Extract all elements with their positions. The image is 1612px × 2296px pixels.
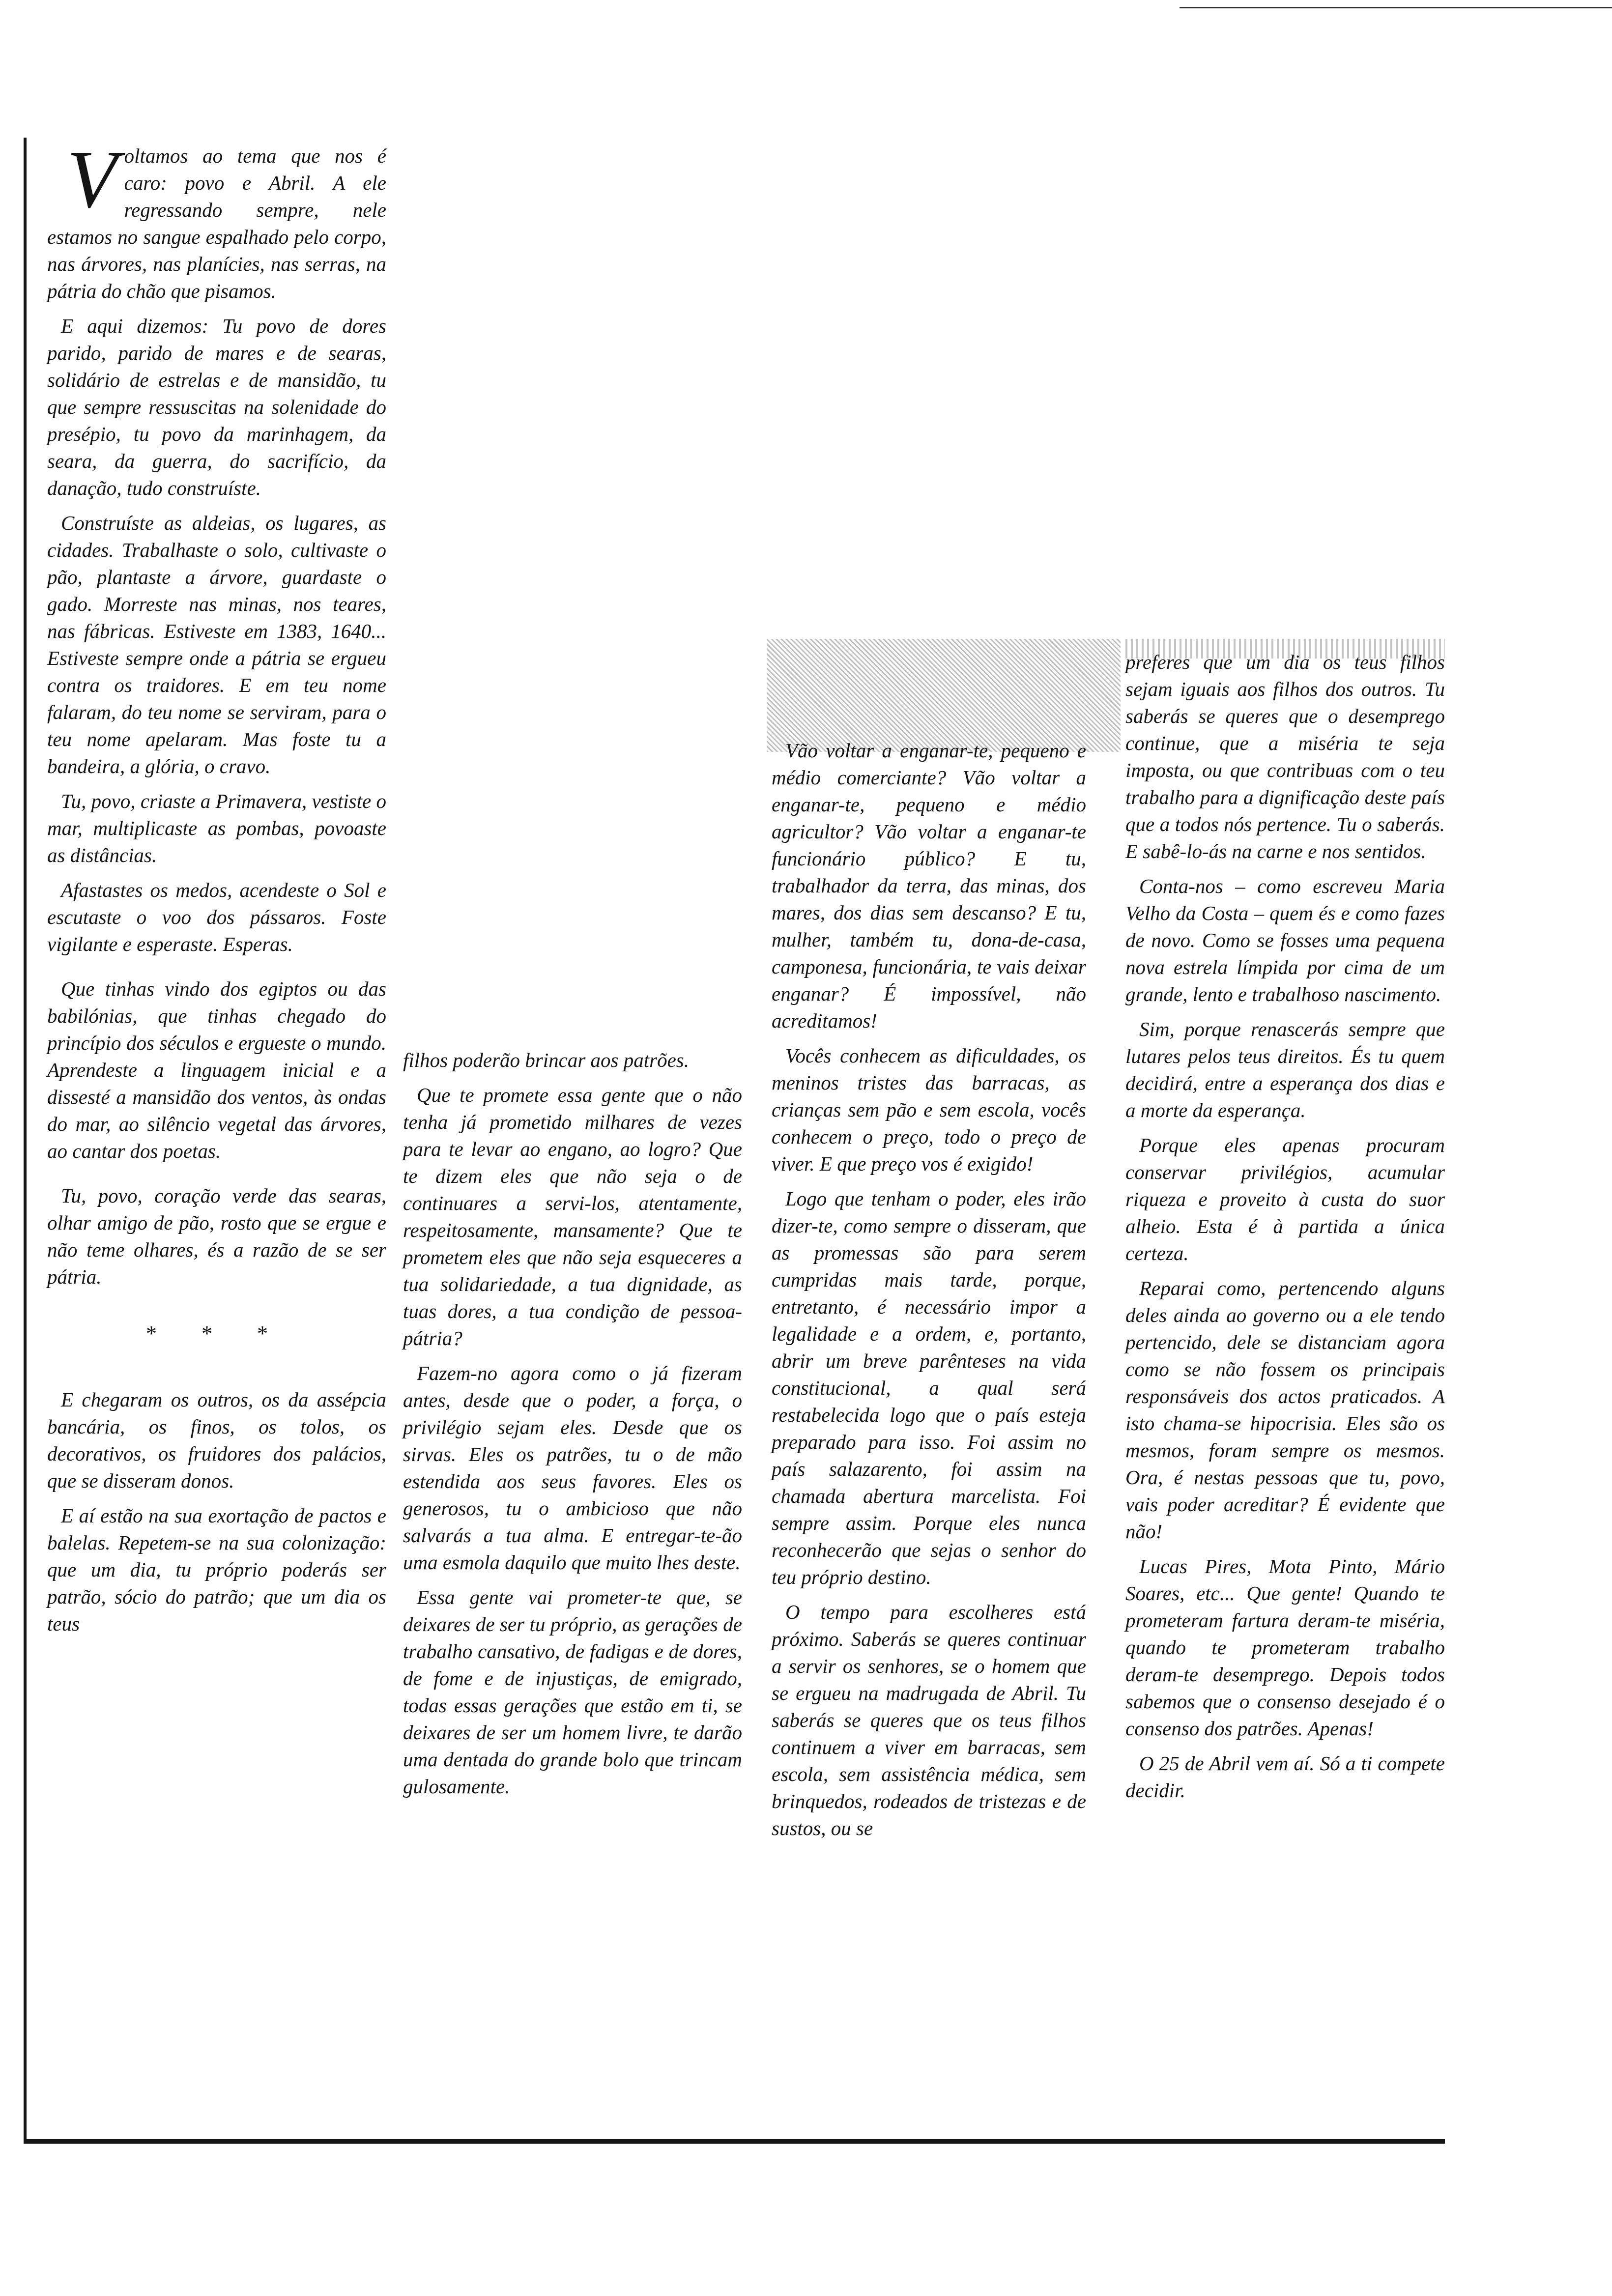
paragraph: Lucas Pires, Mota Pinto, Mário Soares, etc... Que gente! Quando te prometeram fartura deram-te miséria, quando te prometeram trabalho deram-te desemprego. Depois todos sabemos que o consenso desejado é o consenso dos patrões. Apenas! — [1125, 1555, 1445, 1740]
paragraph: E aqui dizemos: Tu povo de dores parido, parido de mares e de searas, solidário de estrelas e de mansidão, tu que sempre ressuscitas na solenidade do presépio, tu povo da marinhagem, da seara, da guerra, do sacrifício, da danação, tudo construíste. — [47, 315, 386, 499]
column-2 — [403, 1047, 742, 1808]
paragraph: Logo que tenham o poder, eles irão dizer-te, como sempre o disseram, que as promessas são para serem cumpridas mais tarde, porque, entretanto, é necessário impor a legalidade e a ordem, e, portanto, abrir um breve parênteses na vida constitucional, a qual será restabelecida logo que o país esteja preparado para isso. Foi assim no país salazarento, foi assim na chamada abertura marcelista. Foi sempre assim. Porque eles nunca reconhecerão que sejas o senhor do teu próprio destino. — [772, 1187, 1086, 1588]
paragraph: Tu, povo, criaste a Primavera, vestiste o mar, multiplicaste as pombas, povoaste as distâncias. — [47, 790, 386, 866]
paragraph: Essa gente vai prometer-te que, se deixares de ser tu próprio, as gerações de trabalho cansativo, de fadigas e de dores, de fome e de injustiças, de emigrado, todas essas gerações que estão em ti, se deixares de ser um homem livre, te darão uma dentada do grande bolo que trincam gulosamente. — [403, 1586, 742, 1798]
paragraph: Conta-nos – como escreveu Maria Velho da Costa – quem és e como fazes de novo. Como se fosses uma pequena nova estrela límpida por cima de um grande, lento e trabalhoso nascimento. — [1125, 875, 1445, 1005]
paragraph: Porque eles apenas procuram conservar privilégios, acumular riqueza e proveito à custa do suor alheio. Esta é à partida a única certeza. — [1125, 1134, 1445, 1264]
paragraph: Tu, povo, coração verde das searas, olhar amigo de pão, rosto que se ergue e não teme olhares, és a razão de se ser pátria. — [47, 1184, 386, 1288]
paragraph: preferes que um dia os teus filhos sejam iguais aos filhos dos outros. Tu saberás se queres que o desemprego continue, que a miséria te seja imposta, ou que contribuas com o teu trabalho para a dignificação deste país que a todos nós pertence. Tu o saberás. E sabê-lo-ás na carne e nos sentidos. — [1125, 651, 1445, 862]
paragraph: Vão voltar a enganar-te, pequeno e médio comerciante? Vão voltar a enganar-te, pequeno e médio agricultor? Vão voltar a enganar-te funcionário público? E tu, trabalhador da terra, das minas, dos mares, dos dias sem descanso? E tu, mulher, também tu, dona-de-casa, camponesa, funcionária, te vais deixar enganar? É impossível, não acreditamos! — [772, 739, 1086, 1032]
bottom-border-rule — [24, 2139, 1445, 2144]
section-break-asterisks: * * * — [146, 1321, 288, 1346]
paragraph: O 25 de Abril vem aí. Só a ti compete decidir. — [1125, 1752, 1445, 1802]
paragraph: Reparai como, pertencendo alguns deles ainda ao governo ou a ele tendo pertencido, dele se distanciam agora como se não fossem os principais responsáveis dos actos praticados. A isto chama-se hipocrisia. Eles são os mesmos, foram sempre os mesmos. Ora, é nestas pessoas que tu, povo, vais poder acreditar? É evidente que não! — [1125, 1277, 1445, 1543]
paragraph: O tempo para escolheres está próximo. Saberás se queres continuar a servir os senhores, se o homem que se ergueu na madrugada de Abril. Tu saberás se queres que os teus filhos continuem a viver em barracas, sem escola, sem assistência médica, sem brinquedos, rodeados de tristezas e de sustos, ou se — [772, 1601, 1086, 1839]
paragraph-opening — [47, 134, 386, 305]
column-1 — [47, 134, 386, 1645]
paragraph: E chegaram os outros, os da assépcia bancária, os finos, os tolos, os decorativos, os fruidores dos palácios, que se disseram donos. — [47, 1388, 386, 1492]
paragraph: Construíste as aldeias, os lugares, as cidades. Trabalhaste o solo, cultivaste o pão, plantaste a árvore, guardaste o gado. Morreste nas minas, nos teares, nas fábricas. Estiveste em 1383, 1640... Estiveste sempre onde a pátria se ergueu contra os traidores. E em teu nome falaram, do teu nome se serviram, para o teu nome apelaram. Mas foste tu a bandeira, a glória, o cravo. — [47, 512, 386, 777]
column-4 — [1125, 649, 1445, 1812]
paragraph: Que te promete essa gente que o não tenha já prometido milhares de vezes para te levar ao engano, ao logro? Que te dizem eles que não seja o de continuares a servi-los, atentamente, respeitosamente, mansamente? Que te prometem eles que não seja esqueceres a tua solidariedade, a tua dignidade, as tuas dores, a tua condição de pessoa-pátria? — [403, 1084, 742, 1349]
paragraph: Sim, porque renascerás sempre que lutares pelos teus direitos. És tu quem decidirá, entre a esperança dos dias e a morte da esperança. — [1125, 1018, 1445, 1121]
drop-cap: V — [67, 134, 117, 225]
top-rule — [1180, 7, 1612, 8]
opening-text: oltamos ao tema que nos é caro: povo e Abril. A ele regressando sempre, nele estamos no sangue espalhado pelo corpo, nas árvores, nas planícies, nas serras, na pátria do chão que pisamos. — [47, 144, 386, 302]
paragraph: Vocês conhecem as dificuldades, os meninos tristes das barracas, as crianças sem pão e sem escola, vocês conhecem o preço, todo o preço de viver. E que preço vos é exigido! — [772, 1044, 1086, 1175]
paragraph: Afastastes os medos, acendeste o Sol e escutaste o voo dos pássaros. Foste vigilante e esperaste. Esperas. — [47, 879, 386, 955]
paragraph: Fazem-no agora como o já fizeram antes, desde que o poder, a força, o privilégio sejam eles. Desde que os sirvas. Eles os patrões, tu o de mão estendida aos seus favores. Eles os generosos, tu o ambicioso que não salvarás a tua alma. E entregar-te-ão uma esmola daquilo que muito lhes deste. — [403, 1362, 742, 1574]
paragraph: Que tinhas vindo dos egiptos ou das babilónias, que tinhas chegado do princípio dos séculos e ergueste o mundo. Aprendeste a linguagem inicial e a dissesté a mansidão dos ventos, às ondas do mar, ao silêncio vegetal das árvores, ao cantar dos poetas. — [47, 977, 386, 1162]
left-border-rule — [24, 138, 27, 2143]
column-3 — [772, 737, 1086, 1850]
paragraph: filhos poderão brincar aos patrões. — [403, 1049, 689, 1071]
scan-noise-block — [767, 639, 1121, 752]
paragraph: E aí estão na sua exortação de pactos e balelas. Repetem-se na sua colonização: que um dia, tu próprio poderás ser patrão, sócio do patrão; que um dia os teus — [47, 1504, 386, 1635]
